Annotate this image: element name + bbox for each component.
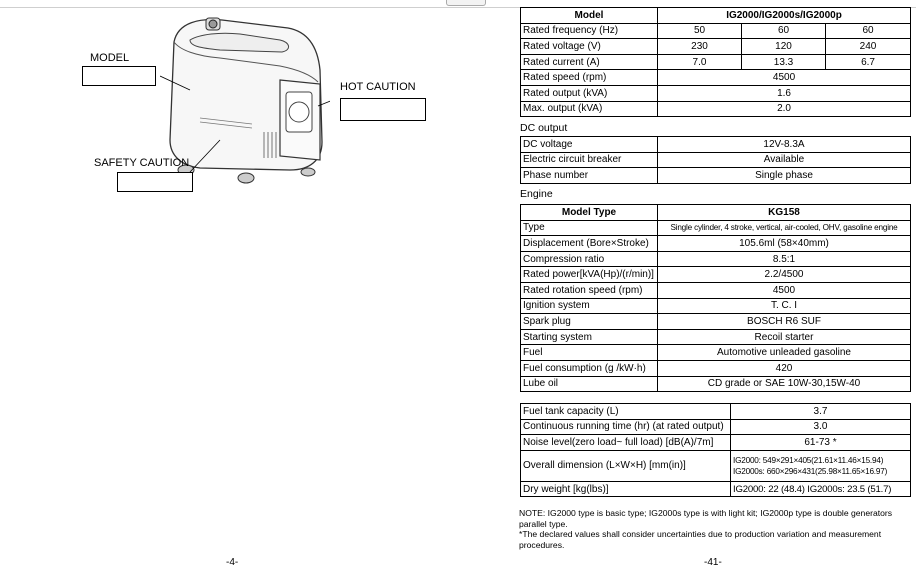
table-row (521, 137, 911, 153)
cell-value: Available (658, 152, 911, 168)
row-label: DC voltage (521, 137, 658, 153)
row-label: Electric circuit breaker (521, 152, 658, 168)
safety-caution-label-box (117, 172, 193, 192)
table-row (521, 360, 911, 376)
row-label: Fuel (521, 345, 658, 361)
table-row (521, 329, 911, 345)
table-row (521, 39, 911, 55)
cell-value: 61-73 * (731, 435, 911, 451)
cell-value: 60 (742, 23, 826, 39)
model-spec-table (520, 7, 911, 117)
table-row (521, 236, 911, 252)
dc-output-table (520, 136, 911, 184)
cell-value: IG2000: 22 (48.4) IG2000s: 23.5 (51.7) (731, 481, 911, 497)
table-row (521, 345, 911, 361)
row-label: Overall dimension (L×W×H) [mm(in)] (521, 450, 731, 481)
cell-value: 13.3 (742, 54, 826, 70)
cell-value: CD grade or SAE 10W-30,15W-40 (658, 376, 911, 392)
table-row (521, 168, 911, 184)
cell-value: 2.0 (658, 101, 911, 117)
table-row (521, 70, 911, 86)
row-label: Noise level(zero load~ full load) [dB(A)/7m] (521, 435, 731, 451)
table-row (521, 314, 911, 330)
table-row (521, 282, 911, 298)
row-label: Rated output (kVA) (521, 85, 658, 101)
cell-value: 230 (658, 39, 742, 55)
cell-value: 3.0 (731, 419, 911, 435)
row-label: Rated current (A) (521, 54, 658, 70)
dimension-line-ig2000: IG2000: 549×291×405(21.61×11.46×15.94) (733, 455, 884, 465)
row-label: Fuel tank capacity (L) (521, 404, 731, 420)
left-page-number: -4- (226, 557, 239, 568)
cell-value: 8.5:1 (658, 251, 911, 267)
model-label-box (82, 66, 156, 86)
header-cell: Model Type (521, 205, 658, 221)
model-label: MODEL (90, 52, 130, 64)
row-label: Type (521, 220, 658, 236)
row-label: Rated rotation speed (rpm) (521, 282, 658, 298)
cell-value: 2.2/4500 (658, 267, 911, 283)
cell-value: 4500 (658, 282, 911, 298)
header-cell: IG2000/IG2000s/IG2000p (658, 8, 911, 24)
row-label: Rated power[kVA(Hp)/(r/min)] (521, 267, 658, 283)
table-row (521, 220, 911, 236)
row-label: Rated voltage (V) (521, 39, 658, 55)
toolbar-toggle-button[interactable] (446, 0, 486, 6)
row-label: Dry weight [kg(lbs)] (521, 481, 731, 497)
hot-caution-label-box (340, 98, 426, 121)
table-row (521, 85, 911, 101)
cell-value: 50 (658, 23, 742, 39)
cell-value: 4500 (658, 70, 911, 86)
cell-value: 420 (658, 360, 911, 376)
cell-value: 6.7 (826, 54, 911, 70)
safety-caution-label: SAFETY CAUTION (94, 157, 190, 169)
cell-value: 120 (742, 39, 826, 55)
cell-value: 240 (826, 39, 911, 55)
header-cell: KG158 (658, 205, 911, 221)
table-row (521, 205, 911, 221)
table-row (521, 404, 911, 420)
table-row (521, 152, 911, 168)
cell-value: T. C. I (658, 298, 911, 314)
dc-output-title: DC output (520, 122, 568, 134)
dimension-line-ig2000s: IG2000s: 660×296×431(25.98×11.65×16.97) (733, 466, 888, 476)
row-label: Compression ratio (521, 251, 658, 267)
cell-value (731, 450, 911, 481)
cell-value: Recoil starter (658, 329, 911, 345)
engine-title: Engine (520, 188, 553, 200)
cell-value: Single phase (658, 168, 911, 184)
row-label: Max. output (kVA) (521, 101, 658, 117)
notes (519, 508, 913, 550)
table-row (521, 54, 911, 70)
cell-value: Automotive unleaded gasoline (658, 345, 911, 361)
row-label: Phase number (521, 168, 658, 184)
row-label: Lube oil (521, 376, 658, 392)
cell-value: BOSCH R6 SUF (658, 314, 911, 330)
row-label: Ignition system (521, 298, 658, 314)
row-label: Starting system (521, 329, 658, 345)
table-row (521, 481, 911, 497)
note-type: NOTE: IG2000 type is basic type; IG2000s type is with light kit; IG2000p type is double generators parallel type. (519, 508, 893, 529)
table-row (521, 267, 911, 283)
hot-caution-label: HOT CAUTION (340, 81, 416, 93)
cell-value: 7.0 (658, 54, 742, 70)
table-row (521, 419, 911, 435)
header-cell: Model (521, 8, 658, 24)
row-label: Rated frequency (Hz) (521, 23, 658, 39)
table-row (521, 101, 911, 117)
row-label: Rated speed (rpm) (521, 70, 658, 86)
general-spec-table (520, 403, 911, 497)
cell-value: 60 (826, 23, 911, 39)
cell-value: 3.7 (731, 404, 911, 420)
row-label: Displacement (Bore×Stroke) (521, 236, 658, 252)
table-row (521, 376, 911, 392)
row-label: Spark plug (521, 314, 658, 330)
right-page-number: -41- (704, 557, 722, 568)
row-label: Fuel consumption (g /kW·h) (521, 360, 658, 376)
cell-value: 12V-8.3A (658, 137, 911, 153)
cell-value: 1.6 (658, 85, 911, 101)
table-row (521, 298, 911, 314)
note-uncertainty: *The declared values shall consider uncertainties due to production variation and measurement procedures. (519, 529, 882, 550)
table-row (521, 8, 911, 24)
table-row (521, 251, 911, 267)
table-row (521, 450, 911, 481)
table-row (521, 23, 911, 39)
engine-table (520, 204, 911, 392)
table-row (521, 435, 911, 451)
row-label: Continuous running time (hr) (at rated output) (521, 419, 731, 435)
cell-value: Single cylinder, 4 stroke, vertical, air-cooled, OHV, gasoline engine (658, 220, 911, 236)
cell-value: 105.6ml (58×40mm) (658, 236, 911, 252)
